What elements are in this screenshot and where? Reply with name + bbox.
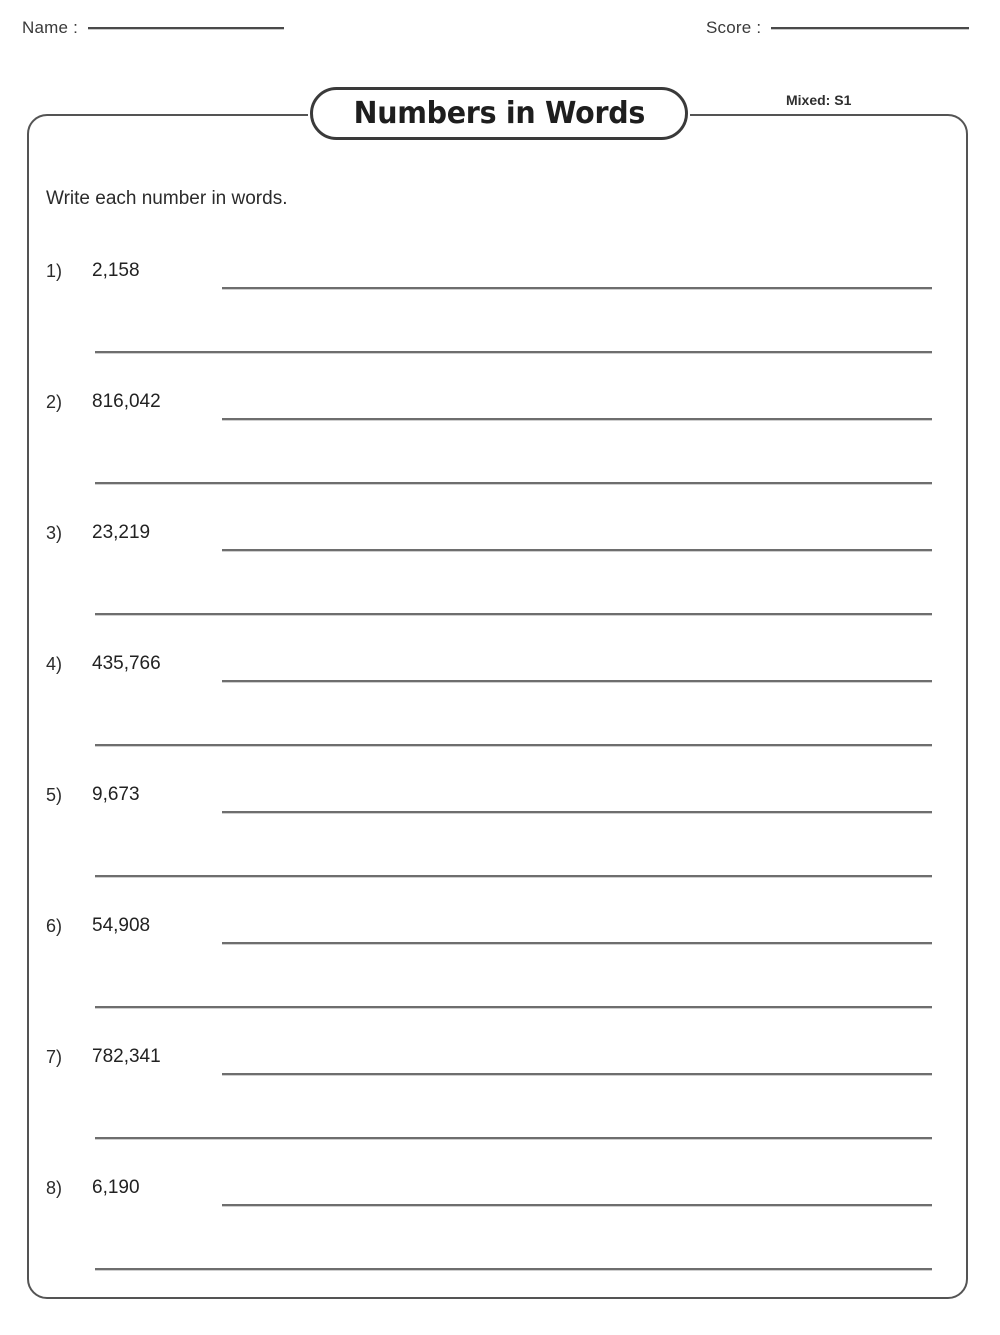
problem-index: 7) (46, 1047, 63, 1067)
problem-row (2, 378, 943, 509)
page-title: Numbers in Words (353, 96, 645, 131)
problem-number: 23,219 (92, 522, 151, 543)
answer-line-1[interactable] (222, 942, 932, 945)
problem-row (2, 1164, 943, 1295)
problem-row (2, 509, 943, 640)
problem-index: 2) (46, 392, 63, 412)
problem-index: 4) (46, 654, 63, 674)
problem-row (2, 640, 943, 771)
variant-tag: Mixed: S1 (786, 92, 852, 108)
problem-index: 1) (46, 261, 63, 281)
problem-row (2, 1033, 943, 1164)
answer-line-2[interactable] (95, 613, 932, 616)
answer-line-1[interactable] (222, 549, 932, 552)
answer-line-2[interactable] (95, 1006, 932, 1009)
answer-line-1[interactable] (222, 287, 932, 290)
score-write-line[interactable] (771, 27, 969, 30)
answer-line-1[interactable] (222, 811, 932, 814)
answer-line-1[interactable] (222, 680, 932, 683)
score-field (706, 18, 969, 38)
problem-row (2, 771, 943, 902)
worksheet-header (0, 18, 1000, 58)
name-field (22, 18, 284, 38)
name-write-line[interactable] (88, 27, 284, 30)
problem-index: 8) (46, 1178, 63, 1198)
problem-number: 2,158 (92, 260, 140, 281)
problem-list (2, 247, 943, 1295)
answer-line-2[interactable] (95, 744, 932, 747)
problem-row (2, 902, 943, 1033)
problem-number: 9,673 (92, 784, 140, 805)
problem-index: 3) (46, 523, 63, 543)
problem-number: 54,908 (92, 915, 151, 936)
answer-line-2[interactable] (95, 351, 932, 354)
problem-index: 6) (46, 916, 63, 936)
problem-number: 6,190 (92, 1177, 140, 1198)
answer-line-2[interactable] (95, 482, 932, 485)
problem-number: 816,042 (92, 391, 161, 412)
answer-line-2[interactable] (95, 1137, 932, 1140)
score-label: Score : (706, 18, 762, 37)
instruction-text: Write each number in words. (46, 188, 288, 209)
problem-index: 5) (46, 785, 63, 805)
problem-number: 782,341 (92, 1046, 161, 1067)
worksheet-body (27, 114, 968, 1299)
answer-line-1[interactable] (222, 1073, 932, 1076)
name-label: Name : (22, 18, 78, 37)
problem-number: 435,766 (92, 653, 161, 674)
worksheet-title-badge (310, 87, 688, 140)
answer-line-2[interactable] (95, 875, 932, 878)
answer-line-2[interactable] (95, 1268, 932, 1271)
answer-line-1[interactable] (222, 418, 932, 421)
problem-row (2, 247, 943, 378)
answer-line-1[interactable] (222, 1204, 932, 1207)
